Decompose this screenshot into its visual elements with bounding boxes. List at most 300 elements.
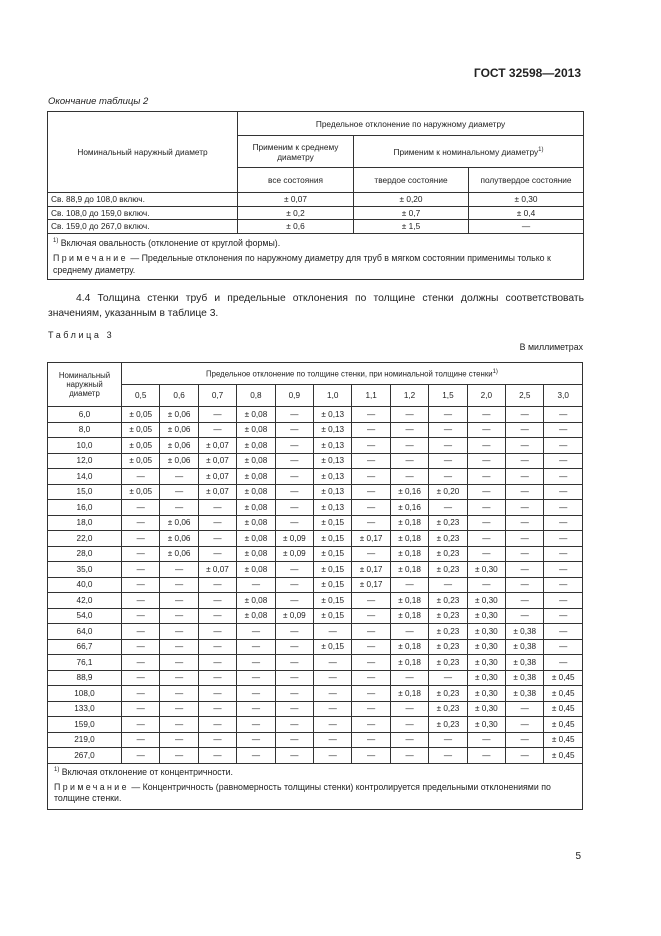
- table3-cell-diameter: 10,0: [48, 438, 122, 454]
- table3-cell-diameter: 40,0: [48, 577, 122, 593]
- table3-note: Примечание — Концентричность (равномерность толщины стенки) контролируется предельными отклонениями по толщине стенки.: [48, 779, 583, 810]
- table3-cell-value: ± 0,23: [429, 531, 467, 547]
- table3-cell-value: —: [198, 732, 236, 748]
- table3-cell-value: —: [390, 577, 428, 593]
- table2-footnote: $^{1)}$ Включая овальность (отклонение от круглой формы).: [48, 233, 584, 249]
- table3-cell-value: ± 0,13: [314, 438, 352, 454]
- table3-cell-diameter: 15,0: [48, 484, 122, 500]
- table3-cell-value: —: [198, 531, 236, 547]
- table3-cell-value: —: [390, 701, 428, 717]
- table3-header-thickness: 1,5: [429, 385, 467, 407]
- table3-cell-value: —: [506, 531, 544, 547]
- table3-cell-value: —: [160, 670, 198, 686]
- table3-cell-value: ± 0,07: [198, 453, 236, 469]
- table3-units: В миллиметрах: [519, 342, 583, 352]
- table3-cell-value: —: [314, 748, 352, 764]
- table3-cell-value: —: [544, 639, 583, 655]
- table3-cell-diameter: 12,0: [48, 453, 122, 469]
- table3-cell-diameter: 159,0: [48, 717, 122, 733]
- table3-cell-value: —: [122, 732, 160, 748]
- table3-cell-value: ± 0,09: [275, 531, 313, 547]
- table3-cell-value: —: [314, 717, 352, 733]
- table3-cell-value: ± 0,38: [506, 624, 544, 640]
- table2-header-nominal-diameter: Номинальный наружный диаметр: [48, 112, 238, 193]
- table3-header-deviation: Предельное отклонение по толщине стенки, при номинальной толщине стенки$^{1)}$: [122, 363, 583, 385]
- table3-cell-value: ± 0,05: [122, 438, 160, 454]
- table3-row: [48, 686, 583, 702]
- table2-cell-value: ± 0,4: [469, 206, 584, 220]
- table3-cell-value: —: [506, 562, 544, 578]
- table2-caption: Окончание таблицы 2: [48, 96, 149, 107]
- table3-cell-value: ± 0,07: [198, 484, 236, 500]
- table3-cell-value: ± 0,07: [198, 469, 236, 485]
- table3: [47, 362, 583, 810]
- table3-cell-value: ± 0,08: [237, 531, 275, 547]
- table3-cell-value: ± 0,18: [390, 515, 428, 531]
- table3-cell-value: —: [122, 577, 160, 593]
- table3-cell-value: ± 0,45: [544, 717, 583, 733]
- table3-cell-value: ± 0,09: [275, 546, 313, 562]
- table3-cell-value: —: [544, 562, 583, 578]
- table3-cell-value: ± 0,15: [314, 562, 352, 578]
- table3-cell-value: —: [122, 546, 160, 562]
- table3-header-thickness: 3,0: [544, 385, 583, 407]
- table3-cell-value: —: [122, 686, 160, 702]
- standard-number: ГОСТ 32598—2013: [473, 66, 581, 80]
- table3-cell-value: —: [198, 670, 236, 686]
- table3-cell-value: —: [506, 515, 544, 531]
- table3-header-thickness: 0,8: [237, 385, 275, 407]
- table3-cell-value: —: [237, 655, 275, 671]
- table3-cell-value: ± 0,08: [237, 593, 275, 609]
- table3-cell-value: —: [122, 515, 160, 531]
- table3-cell-value: —: [352, 670, 390, 686]
- table3-cell-value: —: [544, 407, 583, 423]
- table3-cell-value: —: [275, 593, 313, 609]
- table3-cell-value: —: [237, 639, 275, 655]
- table3-cell-value: ± 0,07: [198, 438, 236, 454]
- table3-cell-value: —: [390, 670, 428, 686]
- table3-cell-value: —: [506, 484, 544, 500]
- table3-cell-value: —: [352, 407, 390, 423]
- table3-cell-value: —: [352, 546, 390, 562]
- table3-cell-value: —: [275, 686, 313, 702]
- table2-note: Примечание — Предельные отклонения по наружному диаметру для труб в мягком состоянии применимы только к среднему диаметру.: [48, 249, 584, 280]
- table3-cell-value: —: [544, 546, 583, 562]
- table3-cell-value: ± 0,17: [352, 562, 390, 578]
- table3-cell-value: —: [314, 655, 352, 671]
- table3-cell-value: ± 0,45: [544, 686, 583, 702]
- table3-cell-value: —: [160, 624, 198, 640]
- table3-row: [48, 670, 583, 686]
- table2-cell-value: ± 0,6: [238, 220, 354, 234]
- table3-cell-value: —: [352, 686, 390, 702]
- table3-cell-value: —: [237, 732, 275, 748]
- table3-cell-value: —: [122, 748, 160, 764]
- table3-cell-value: —: [544, 438, 583, 454]
- table3-cell-diameter: 6,0: [48, 407, 122, 423]
- table3-cell-value: —: [467, 407, 505, 423]
- table3-cell-value: —: [506, 407, 544, 423]
- table3-cell-value: —: [429, 670, 467, 686]
- table3-cell-value: —: [160, 577, 198, 593]
- table3-cell-value: —: [467, 748, 505, 764]
- table3-cell-value: —: [198, 655, 236, 671]
- table3-cell-value: —: [237, 748, 275, 764]
- table3-row: [48, 655, 583, 671]
- table3-cell-value: —: [429, 748, 467, 764]
- table3-cell-value: —: [506, 732, 544, 748]
- table3-cell-value: ± 0,30: [467, 639, 505, 655]
- table3-cell-value: —: [198, 407, 236, 423]
- table3-cell-value: ± 0,45: [544, 670, 583, 686]
- table3-row: [48, 407, 583, 423]
- table3-cell-value: —: [160, 469, 198, 485]
- table3-cell-value: ± 0,08: [237, 438, 275, 454]
- table3-cell-value: —: [467, 531, 505, 547]
- table3-cell-value: —: [352, 701, 390, 717]
- table3-cell-value: —: [352, 748, 390, 764]
- table3-row: [48, 438, 583, 454]
- table3-cell-value: —: [275, 438, 313, 454]
- table3-cell-value: —: [352, 500, 390, 516]
- table3-cell-value: —: [160, 608, 198, 624]
- table3-cell-value: ± 0,15: [314, 608, 352, 624]
- table3-row: [48, 748, 583, 764]
- table3-cell-diameter: 35,0: [48, 562, 122, 578]
- table3-row: [48, 717, 583, 733]
- table3-cell-value: ± 0,18: [390, 608, 428, 624]
- table3-header-thickness: 0,5: [122, 385, 160, 407]
- table3-cell-value: —: [314, 701, 352, 717]
- table3-cell-value: —: [198, 686, 236, 702]
- table3-row: [48, 484, 583, 500]
- table3-header-thickness: 2,0: [467, 385, 505, 407]
- table3-cell-value: ± 0,18: [390, 639, 428, 655]
- table3-cell-value: ± 0,23: [429, 546, 467, 562]
- table3-row: [48, 593, 583, 609]
- table3-cell-value: —: [122, 701, 160, 717]
- table3-cell-value: ± 0,06: [160, 546, 198, 562]
- table3-cell-value: —: [352, 453, 390, 469]
- table3-cell-value: ± 0,23: [429, 608, 467, 624]
- table3-cell-value: ± 0,08: [237, 469, 275, 485]
- table3-cell-value: ± 0,16: [390, 484, 428, 500]
- table3-cell-value: ± 0,18: [390, 531, 428, 547]
- table3-cell-value: —: [160, 655, 198, 671]
- table3-cell-value: —: [352, 608, 390, 624]
- table3-cell-diameter: 22,0: [48, 531, 122, 547]
- table2-cell-value: ± 0,7: [354, 206, 469, 220]
- table3-cell-value: —: [352, 624, 390, 640]
- table3-cell-value: ± 0,13: [314, 469, 352, 485]
- table3-header-thickness: 1,2: [390, 385, 428, 407]
- table3-cell-value: —: [390, 422, 428, 438]
- table3-cell-value: —: [122, 531, 160, 547]
- table3-cell-value: —: [160, 639, 198, 655]
- table3-cell-value: —: [275, 453, 313, 469]
- table3-cell-value: —: [467, 546, 505, 562]
- table3-cell-value: —: [429, 453, 467, 469]
- table3-cell-value: —: [198, 515, 236, 531]
- table3-cell-value: —: [198, 608, 236, 624]
- table3-cell-value: —: [275, 577, 313, 593]
- table3-cell-value: —: [237, 701, 275, 717]
- table3-cell-value: —: [198, 500, 236, 516]
- table3-cell-value: ± 0,20: [429, 484, 467, 500]
- table3-cell-value: —: [390, 732, 428, 748]
- table3-cell-value: —: [198, 701, 236, 717]
- table3-cell-value: ± 0,08: [237, 562, 275, 578]
- table2-cell-value: ± 0,07: [238, 193, 354, 207]
- table3-header-thickness: 0,6: [160, 385, 198, 407]
- table3-cell-value: —: [467, 453, 505, 469]
- table3-cell-value: —: [122, 500, 160, 516]
- table3-cell-value: ± 0,18: [390, 562, 428, 578]
- table3-cell-value: —: [198, 624, 236, 640]
- table3-cell-value: —: [506, 748, 544, 764]
- table3-cell-value: ± 0,15: [314, 531, 352, 547]
- table3-cell-value: —: [122, 670, 160, 686]
- table3-cell-value: ± 0,23: [429, 624, 467, 640]
- table3-row: [48, 639, 583, 655]
- table3-cell-value: —: [237, 577, 275, 593]
- table3-cell-value: —: [544, 422, 583, 438]
- table3-cell-value: —: [390, 469, 428, 485]
- table3-cell-value: —: [314, 670, 352, 686]
- table3-cell-value: ± 0,05: [122, 484, 160, 500]
- table3-cell-value: —: [122, 655, 160, 671]
- table3-cell-value: —: [506, 701, 544, 717]
- table3-cell-value: ± 0,13: [314, 484, 352, 500]
- table3-cell-value: —: [237, 624, 275, 640]
- table2-header-deviation: Предельное отклонение по наружному диаметру: [238, 112, 584, 136]
- table3-cell-value: ± 0,13: [314, 500, 352, 516]
- table3-cell-value: —: [122, 639, 160, 655]
- table3-cell-value: ± 0,06: [160, 515, 198, 531]
- table3-cell-value: ± 0,38: [506, 686, 544, 702]
- table3-row: [48, 577, 583, 593]
- table3-cell-value: —: [275, 469, 313, 485]
- table3-cell-value: —: [160, 717, 198, 733]
- table3-cell-value: ± 0,30: [467, 562, 505, 578]
- table3-cell-value: ± 0,15: [314, 577, 352, 593]
- table3-cell-value: ± 0,08: [237, 515, 275, 531]
- table3-cell-value: —: [198, 717, 236, 733]
- table3-cell-value: —: [275, 407, 313, 423]
- table3-cell-value: ± 0,30: [467, 593, 505, 609]
- table2-header-semi-hard: полутвердое состояние: [469, 168, 584, 193]
- table3-cell-diameter: 8,0: [48, 422, 122, 438]
- table3-row: [48, 624, 583, 640]
- table3-cell-value: ± 0,18: [390, 655, 428, 671]
- table3-cell-value: —: [275, 562, 313, 578]
- table3-cell-value: ± 0,38: [506, 639, 544, 655]
- table3-cell-value: —: [352, 422, 390, 438]
- table3-header-thickness: 1,0: [314, 385, 352, 407]
- table3-cell-value: ± 0,23: [429, 639, 467, 655]
- table3-cell-value: —: [352, 438, 390, 454]
- table2-cell-value: ± 0,30: [469, 193, 584, 207]
- table3-cell-value: —: [198, 577, 236, 593]
- table3-row: [48, 422, 583, 438]
- table3-cell-value: —: [275, 701, 313, 717]
- table3-cell-value: —: [429, 422, 467, 438]
- table3-cell-value: —: [544, 624, 583, 640]
- table3-cell-value: —: [506, 500, 544, 516]
- table3-cell-value: —: [275, 717, 313, 733]
- table3-cell-value: —: [467, 438, 505, 454]
- table3-cell-value: ± 0,09: [275, 608, 313, 624]
- table3-cell-value: ± 0,15: [314, 639, 352, 655]
- table3-cell-value: ± 0,07: [198, 562, 236, 578]
- table3-row: [48, 701, 583, 717]
- table3-cell-value: ± 0,23: [429, 515, 467, 531]
- table3-cell-value: —: [506, 546, 544, 562]
- table3-footnote: $^{1)}$ Включая отклонение от концентричности.: [48, 763, 583, 779]
- table3-cell-value: —: [352, 655, 390, 671]
- table3-cell-diameter: 16,0: [48, 500, 122, 516]
- table3-cell-diameter: 108,0: [48, 686, 122, 702]
- table3-cell-value: —: [160, 748, 198, 764]
- table3-cell-value: ± 0,18: [390, 686, 428, 702]
- table2-cell-value: —: [469, 220, 584, 234]
- table3-row: [48, 608, 583, 624]
- table3-cell-value: —: [544, 500, 583, 516]
- table3-cell-value: ± 0,30: [467, 624, 505, 640]
- table3-cell-diameter: 219,0: [48, 732, 122, 748]
- table3-cell-value: —: [237, 717, 275, 733]
- table3-cell-value: —: [429, 469, 467, 485]
- table3-row: [48, 453, 583, 469]
- table3-cell-value: —: [352, 732, 390, 748]
- table3-cell-value: ± 0,08: [237, 484, 275, 500]
- table3-cell-value: —: [198, 422, 236, 438]
- table3-cell-value: —: [506, 453, 544, 469]
- table3-cell-value: —: [429, 438, 467, 454]
- table3-cell-value: ± 0,15: [314, 546, 352, 562]
- table3-row: [48, 562, 583, 578]
- table3-cell-value: ± 0,38: [506, 655, 544, 671]
- table3-cell-value: —: [544, 469, 583, 485]
- table3-cell-value: —: [275, 639, 313, 655]
- table2-header-hard: твердое состояние: [354, 168, 469, 193]
- table3-cell-value: —: [506, 469, 544, 485]
- table3-cell-value: ± 0,45: [544, 748, 583, 764]
- table3-cell-value: ± 0,06: [160, 422, 198, 438]
- table3-cell-diameter: 133,0: [48, 701, 122, 717]
- table3-cell-value: —: [390, 624, 428, 640]
- table3-cell-value: —: [314, 686, 352, 702]
- table3-cell-value: —: [429, 407, 467, 423]
- table3-cell-value: —: [198, 639, 236, 655]
- table3-cell-value: ± 0,13: [314, 407, 352, 423]
- table3-cell-value: ± 0,06: [160, 407, 198, 423]
- table3-cell-value: ± 0,45: [544, 701, 583, 717]
- table3-cell-value: —: [122, 593, 160, 609]
- table3-cell-value: —: [506, 577, 544, 593]
- table3-cell-value: —: [390, 748, 428, 764]
- table3-header-thickness: 1,1: [352, 385, 390, 407]
- table3-cell-value: ± 0,30: [467, 608, 505, 624]
- table3-cell-value: ± 0,05: [122, 407, 160, 423]
- table3-cell-value: —: [467, 422, 505, 438]
- table3-cell-value: —: [390, 717, 428, 733]
- table3-cell-value: —: [122, 562, 160, 578]
- table3-cell-value: —: [390, 438, 428, 454]
- table3-cell-value: ± 0,18: [390, 593, 428, 609]
- table3-cell-value: ± 0,23: [429, 593, 467, 609]
- table3-cell-value: —: [544, 531, 583, 547]
- table2-header-nominal: Применим к номинальному диаметру$^{1)}$: [354, 136, 584, 168]
- table3-cell-value: —: [275, 670, 313, 686]
- table3-cell-value: ± 0,08: [237, 422, 275, 438]
- table3-cell-value: ± 0,23: [429, 701, 467, 717]
- table3-cell-value: —: [352, 515, 390, 531]
- page-number: 5: [575, 851, 581, 862]
- table3-cell-value: —: [390, 407, 428, 423]
- table3-cell-value: —: [160, 500, 198, 516]
- table3-cell-value: —: [467, 515, 505, 531]
- table2-row: [48, 206, 584, 220]
- table3-cell-value: —: [237, 686, 275, 702]
- table3-cell-value: —: [544, 515, 583, 531]
- table3-row: [48, 732, 583, 748]
- table3-row: [48, 500, 583, 516]
- table3-cell-value: —: [352, 484, 390, 500]
- table3-header-nominal-diameter: Номинальный наружный диаметр: [48, 363, 122, 407]
- table3-cell-value: ± 0,15: [314, 593, 352, 609]
- table3-cell-value: —: [429, 732, 467, 748]
- table3-cell-value: —: [506, 608, 544, 624]
- table3-cell-value: —: [467, 732, 505, 748]
- table3-cell-value: ± 0,06: [160, 531, 198, 547]
- table3-cell-value: ± 0,08: [237, 407, 275, 423]
- table3-cell-value: —: [198, 593, 236, 609]
- table3-cell-diameter: 76,1: [48, 655, 122, 671]
- table3-cell-value: —: [314, 624, 352, 640]
- table2-header-average: Применим к среднему диаметру: [238, 136, 354, 168]
- table3-cell-value: —: [544, 484, 583, 500]
- table3-cell-diameter: 18,0: [48, 515, 122, 531]
- table3-cell-value: ± 0,45: [544, 732, 583, 748]
- table3-cell-value: ± 0,15: [314, 515, 352, 531]
- table3-cell-value: —: [390, 453, 428, 469]
- table2-header-all-states: все состояния: [238, 168, 354, 193]
- table3-cell-value: ± 0,18: [390, 546, 428, 562]
- table3-cell-value: —: [198, 546, 236, 562]
- table3-cell-value: —: [429, 500, 467, 516]
- table3-cell-value: —: [467, 469, 505, 485]
- table3-cell-value: ± 0,05: [122, 453, 160, 469]
- table3-cell-value: —: [506, 438, 544, 454]
- table3-cell-value: ± 0,08: [237, 546, 275, 562]
- table3-cell-value: —: [122, 624, 160, 640]
- table3-cell-value: ± 0,30: [467, 655, 505, 671]
- table2-row: [48, 220, 584, 234]
- table2-cell-value: ± 0,20: [354, 193, 469, 207]
- table3-cell-value: ± 0,08: [237, 500, 275, 516]
- table3-cell-diameter: 28,0: [48, 546, 122, 562]
- section-4-4-paragraph: 4.4 Толщина стенки труб и предельные отклонения по толщине стенки должны соответствовать значениям, указанным в таблице 3.: [48, 293, 584, 319]
- table3-cell-value: —: [275, 748, 313, 764]
- table3-cell-value: —: [506, 593, 544, 609]
- table3-cell-value: ± 0,06: [160, 438, 198, 454]
- table3-cell-diameter: 54,0: [48, 608, 122, 624]
- table3-cell-value: —: [506, 422, 544, 438]
- table3-cell-value: ± 0,23: [429, 717, 467, 733]
- table3-cell-value: —: [275, 515, 313, 531]
